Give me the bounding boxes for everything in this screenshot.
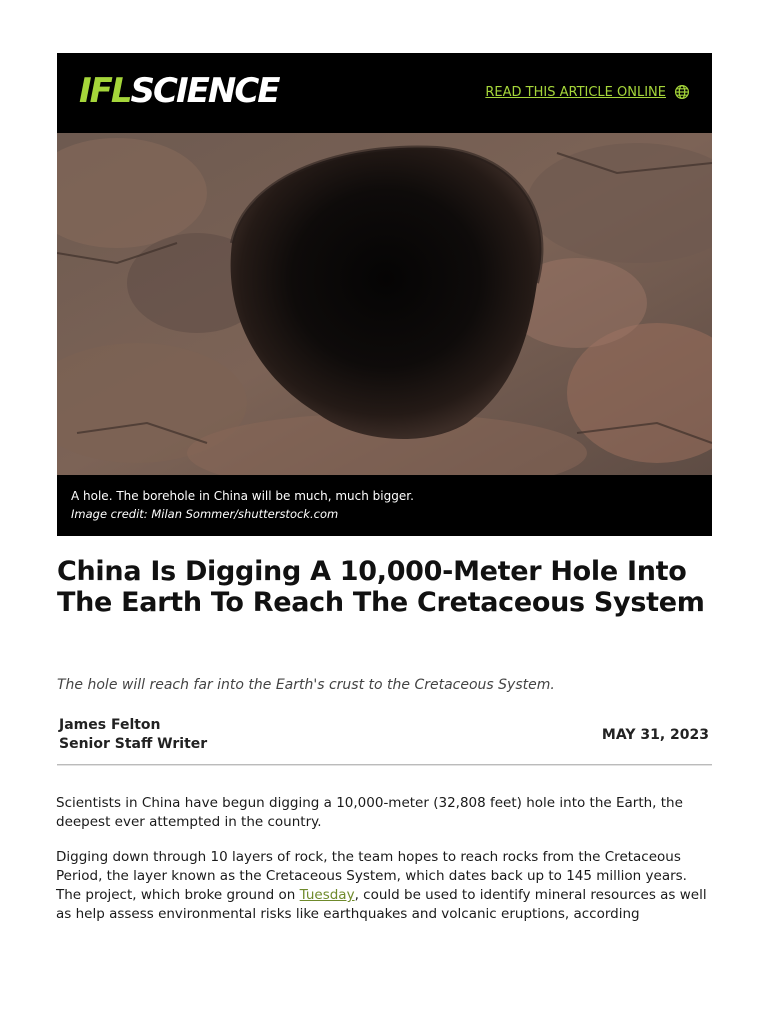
- tuesday-link[interactable]: Tuesday: [299, 887, 355, 903]
- author-name[interactable]: James Felton: [59, 717, 161, 733]
- paragraph-2-text-start: Digging down through 10 layers of rock, the team hopes to reach rocks from the Cretaceous Period, the layer known as the Cretaceous System, which dates back up to 145 million years. The project, which broke ground on: [56, 849, 687, 903]
- byline-divider: [57, 764, 712, 766]
- image-caption: [57, 475, 712, 536]
- caption-text: A hole. The borehole in China will be much, much bigger.: [71, 489, 414, 503]
- publish-date: MAY 31, 2023: [601, 727, 709, 743]
- site-header: [57, 53, 712, 133]
- read-online-label: READ THIS ARTICLE ONLINE: [485, 84, 666, 100]
- image-credit: Image credit: Milan Sommer/shutterstock.com: [71, 507, 339, 521]
- globe-icon: [674, 84, 690, 100]
- read-online-link[interactable]: [485, 84, 690, 100]
- logo-science-text: SCIENCE: [130, 71, 279, 111]
- logo-ifl-text: IFL: [79, 71, 131, 111]
- body-paragraph-2: [56, 848, 716, 924]
- ifl-science-logo[interactable]: [79, 71, 279, 111]
- article-title: China Is Digging A 10,000-Meter Hole Into The Earth To Reach The Cretaceous System: [57, 556, 705, 618]
- body-paragraph-1: Scientists in China have begun digging a 10,000-meter (32,808 feet) hole into the Earth, the deepest ever attempted in the country.: [56, 795, 683, 830]
- author-role: Senior Staff Writer: [59, 736, 208, 752]
- hero-image: [57, 133, 712, 475]
- article-subtitle: The hole will reach far into the Earth's crust to the Cretaceous System.: [57, 677, 555, 693]
- paragraph-2-text-end: , could be used to identify mineral resources as well as help assess environmental risks like earthquakes and volcanic eruptions, according: [56, 887, 707, 922]
